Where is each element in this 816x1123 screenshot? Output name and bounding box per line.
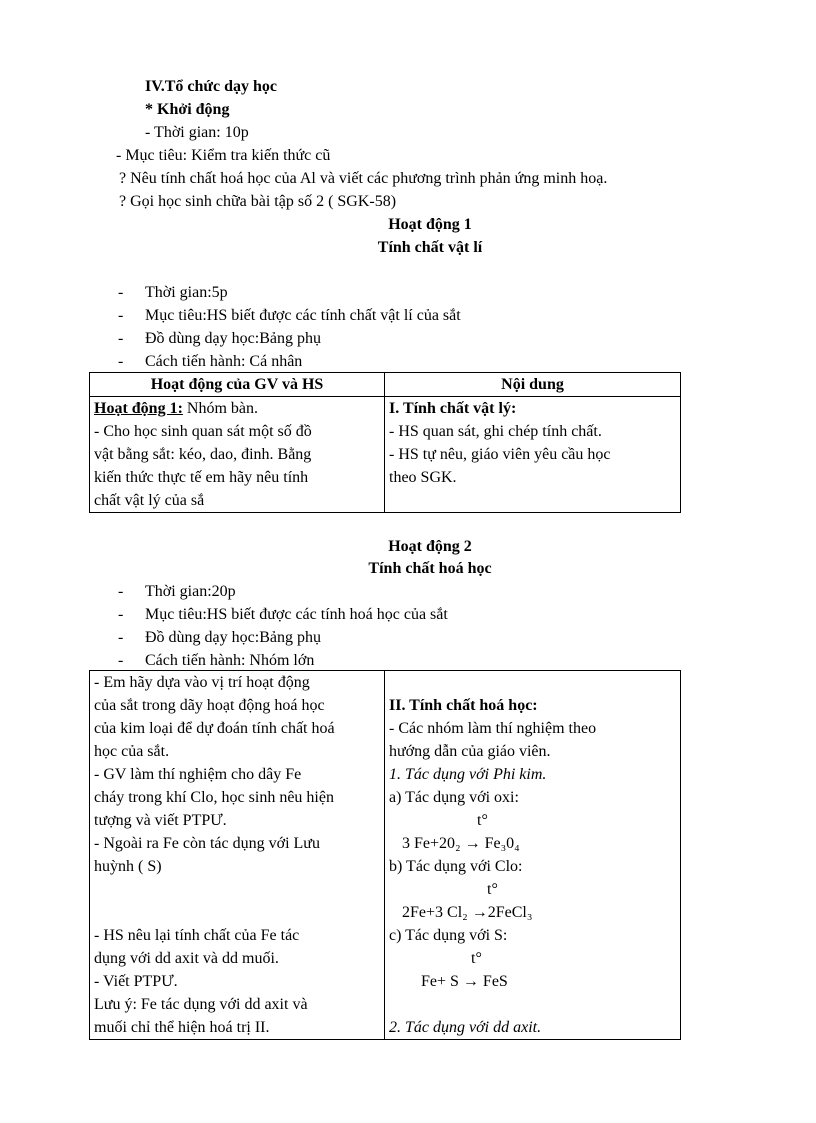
- cell-line: học của sắt.: [94, 743, 170, 760]
- bullet-text: Đồ dùng dạy học:Bảng phụ: [145, 330, 321, 347]
- cell-line: - Viết PTPƯ.: [94, 973, 178, 990]
- table-row: [90, 397, 681, 513]
- activity2-table: [89, 670, 681, 1040]
- col-header-content: Nội dung: [385, 373, 681, 397]
- activity1-heading: Hoạt động 1: [388, 216, 472, 233]
- bullet-mark: -: [118, 583, 124, 600]
- list-item: [0, 627, 816, 650]
- bullet-text: Cách tiến hành: Nhóm lớn: [145, 652, 315, 669]
- temperature-mark: t°: [477, 812, 488, 829]
- left-title-rest: Nhóm bàn.: [182, 400, 259, 417]
- list-item: [0, 581, 816, 604]
- bullet-text: Đồ dùng dạy học:Bảng phụ: [145, 629, 321, 646]
- activity1-bullet-list: [0, 282, 816, 374]
- section-title: IV.Tổ chức dạy học: [145, 78, 277, 95]
- spacer: [389, 993, 676, 1016]
- activity2-left-cell: [90, 671, 385, 1040]
- subsection-nonmetals: 1. Tác dụng với Phi kim.: [389, 766, 547, 783]
- bullet-mark: -: [118, 284, 124, 301]
- col-header-activities: Hoạt động của GV và HS: [90, 373, 385, 397]
- cell-line: theo SGK.: [389, 469, 457, 486]
- activity1-left-cell: [90, 397, 385, 513]
- cell-line: - Ngoài ra Fe còn tác dụng với Lưu: [94, 835, 320, 852]
- bullet-mark: -: [118, 307, 124, 324]
- left-title-line: [94, 397, 380, 420]
- list-item: [0, 604, 816, 627]
- activity2-heading: Hoạt động 2: [388, 538, 472, 555]
- list-item: [0, 305, 816, 328]
- bullet-text: Mục tiêu:HS biết được các tính hoá học của sắt: [145, 606, 448, 623]
- cell-line: - HS nêu lại tính chất của Fe tác: [94, 927, 300, 944]
- right-title: II. Tính chất hoá học:: [389, 697, 538, 714]
- cell-line: - Em hãy dựa vào vị trí hoạt động: [94, 674, 310, 691]
- cell-line: dụng với dd axit và dd muối.: [94, 950, 279, 967]
- cell-line: chất vật lý của sắ: [94, 492, 205, 509]
- spacer: [389, 671, 676, 694]
- cell-line: muối chỉ thể hiện hoá trị II.: [94, 1019, 270, 1036]
- cell-line: hướng dẫn của giáo viên.: [389, 743, 551, 760]
- activity1-table: [89, 372, 681, 513]
- warmup-time: - Thời gian: 10p: [145, 124, 249, 141]
- list-item: [0, 328, 816, 351]
- warmup-objective: - Mục tiêu: Kiểm tra kiến thức cũ: [116, 147, 331, 164]
- activity2-subheading: Tính chất hoá học: [368, 560, 492, 577]
- cell-line: - Cho học sinh quan sát một số đồ: [94, 423, 312, 440]
- activity2-right-cell: [385, 671, 681, 1040]
- activity1-right-cell: [385, 397, 681, 513]
- bullet-mark: -: [118, 652, 124, 669]
- bullet-text: Mục tiêu:HS biết được các tính chất vật lí của sắt: [145, 307, 461, 324]
- item-chlorine: b) Tác dụng với Clo:: [389, 858, 523, 875]
- list-item: [0, 351, 816, 374]
- cell-line: - HS tự nêu, giáo viên yêu cầu học: [389, 446, 611, 463]
- question-1: ? Nêu tính chất hoá học của Al và viết các phương trình phản ứng minh hoạ.: [119, 170, 608, 187]
- equation-chlorine: 2Fe+3 Cl₂ →2FeCl₃: [402, 904, 533, 921]
- table-row: [90, 373, 681, 397]
- spacer: [94, 901, 380, 924]
- cell-line: cháy trong khí Clo, học sinh nêu hiện: [94, 789, 334, 806]
- bullet-mark: -: [118, 353, 124, 370]
- bullet-mark: -: [118, 330, 124, 347]
- spacer: [94, 878, 380, 901]
- activity2-bullet-list: [0, 581, 816, 673]
- cell-line: huỳnh ( S): [94, 858, 162, 875]
- cell-line: của kim loại để dự đoán tính chất hoá: [94, 720, 335, 737]
- list-item: [0, 282, 816, 305]
- bullet-text: Cách tiến hành: Cá nhân: [145, 353, 303, 370]
- temperature-mark: t°: [471, 950, 482, 967]
- table-row: [90, 671, 681, 1040]
- warmup-title: * Khởi động: [145, 101, 230, 118]
- item-sulfur: c) Tác dụng với S:: [389, 927, 508, 944]
- bullet-text: Thời gian:20p: [145, 583, 236, 600]
- cell-line: - HS quan sát, ghi chép tính chất.: [389, 423, 602, 440]
- equation-sulfur: Fe+ S → FeS: [421, 973, 508, 990]
- subsection-acids: 2. Tác dụng với dd axit.: [389, 1019, 542, 1036]
- bullet-text: Thời gian:5p: [145, 284, 228, 301]
- cell-line: của sắt trong dãy hoạt động hoá học: [94, 697, 325, 714]
- left-title: Hoạt động 1:: [94, 400, 183, 417]
- temperature-mark: t°: [487, 881, 498, 898]
- cell-line: Lưu ý: Fe tác dụng với dd axit và: [94, 996, 308, 1013]
- cell-line: - Các nhóm làm thí nghiệm theo: [389, 720, 597, 737]
- cell-line: kiến thức thực tế em hãy nêu tính: [94, 469, 309, 486]
- cell-line: tượng và viết PTPƯ.: [94, 812, 227, 829]
- item-oxygen: a) Tác dụng với oxi:: [389, 789, 519, 806]
- bullet-mark: -: [118, 606, 124, 623]
- cell-line: vật bằng sắt: kéo, dao, đinh. Bằng: [94, 446, 312, 463]
- cell-line: - GV làm thí nghiệm cho dây Fe: [94, 766, 302, 783]
- equation-oxygen: 3 Fe+20₂ → Fe₃0₄: [402, 835, 520, 852]
- bullet-mark: -: [118, 629, 124, 646]
- right-title: I. Tính chất vật lý:: [389, 400, 517, 417]
- question-2: ? Gọi học sinh chữa bài tập số 2 ( SGK-58): [119, 193, 397, 210]
- activity1-subheading: Tính chất vật lí: [377, 239, 483, 256]
